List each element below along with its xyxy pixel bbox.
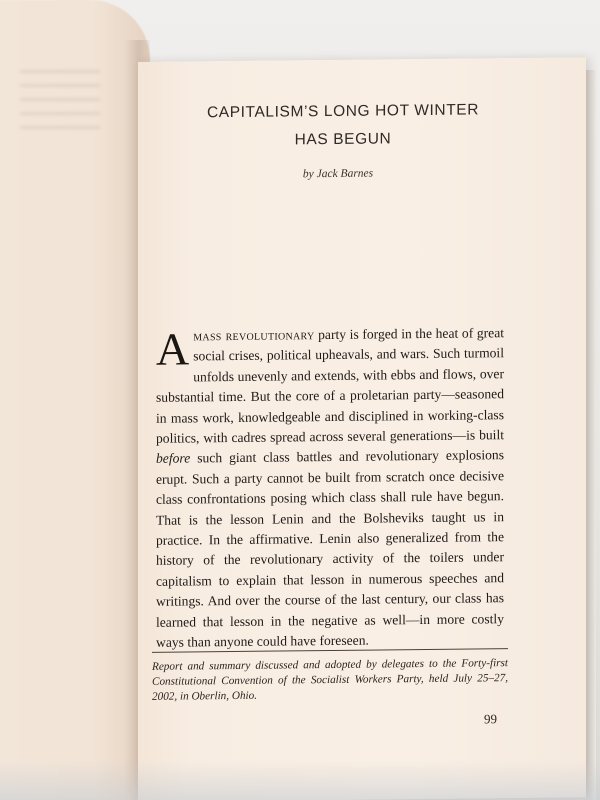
lead-in-smallcaps: mass revolutionary	[193, 327, 315, 344]
chapter-title-line-2: HAS BEGUN	[294, 130, 392, 149]
author-byline: by Jack Barnes	[302, 167, 374, 181]
table-surface	[0, 760, 600, 800]
body-text-rest: such giant class battles and revolutionary explosions erupt. Such a party cannot be built from scratch once decisive class confrontations posing which class shall rule have begun. That is the lesson Lenin and the Bolsheviks taught us in practice. In the affirmative. Lenin also generalized from the history of the revolutionary activity of the toilers under capitalism to explain that lesson in numerous speeches and writings. And over the course of the last century, our class has learned that lesson in the negative as well—in more costly ways than anyone could have foreseen.	[156, 447, 504, 650]
page-number: 99	[484, 711, 497, 727]
chapter-title-line-1: CAPITALISM’S LONG HOT WINTER	[206, 101, 479, 122]
drop-cap: A	[156, 323, 190, 375]
book-page	[138, 57, 586, 800]
left-page-blurred-text	[20, 70, 100, 130]
body-text-intro: party is forged in the heat of great social crises, political upheavals, and wars. Such turmoil unfolds unevenly and extends, with ebbs and flows, over substantial time. But the core of a proletarian party—seasoned in mass work, knowledgeable and disciplined in working-class politics, with cadres spread across several generations—is built	[156, 325, 505, 446]
chapter-title	[178, 96, 508, 155]
body-emphasis: before	[156, 450, 191, 467]
footnote: Report and summary discussed and adopted by delegates to the Forty-first Constitutional Convention of the Socialist Workers Party, held July 25–27, 2002, in Oberlin, Ohio.	[152, 657, 508, 703]
page-edge	[586, 70, 596, 800]
body-paragraph	[156, 323, 504, 653]
